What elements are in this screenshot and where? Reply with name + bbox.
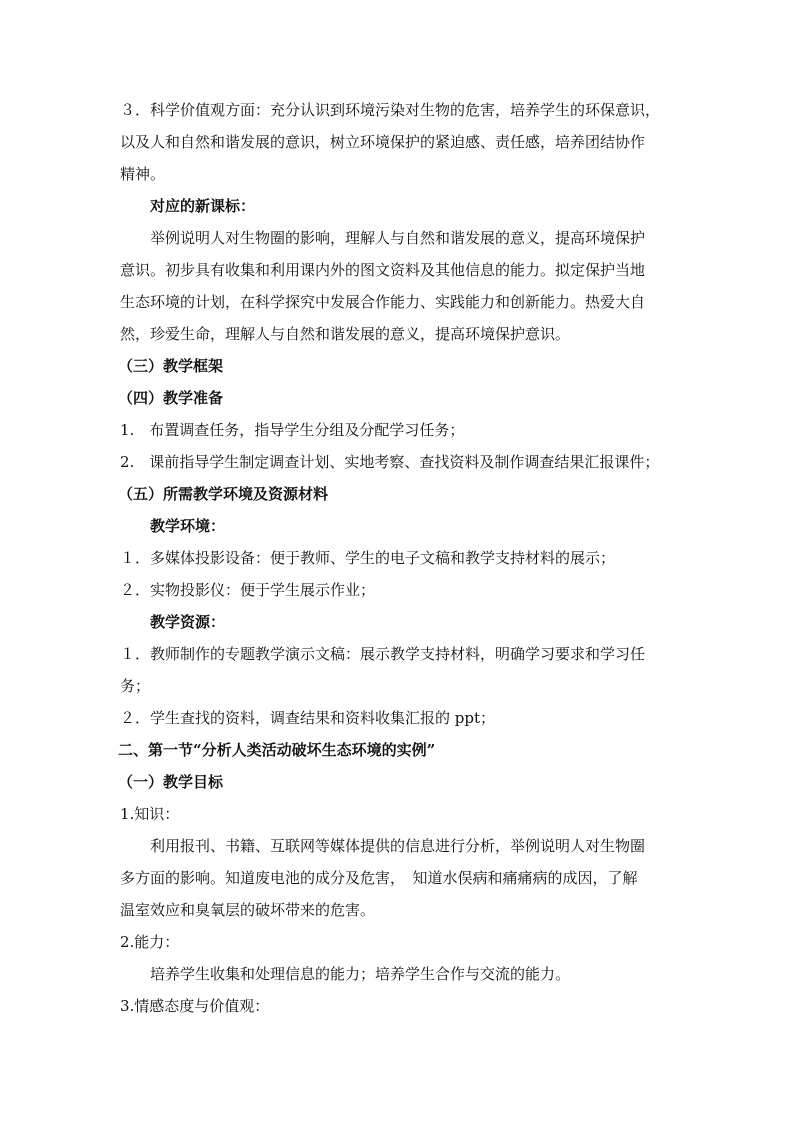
section-heading: （五）所需教学环境及资源材料 (118, 485, 329, 503)
paragraph-line: 精神。 (120, 165, 166, 183)
paragraph-line: 然，珍爱生命，理解人与自然和谐发展的意义，提高环境保护意识。 (120, 325, 571, 343)
paragraph-line: 多方面的影响。知道废电池的成分及危害， 知道水俣病和痛痛病的成因，了解 (120, 869, 638, 887)
list-item: ２．学生查找的资料，调查结果和资料收集汇报的 ppt； (120, 709, 496, 727)
list-item-continuation: 务； (120, 677, 151, 695)
paragraph-line: ３．科学价值观方面：充分认识到环境污染对生物的危害，培养学生的环保意识， (120, 101, 661, 119)
paragraph-line: 培养学生收集和处理信息的能力；培养学生合作与交流的能力。 (150, 965, 571, 983)
list-item: 1. 布置调查任务，指导学生分组及分配学习任务； (120, 421, 465, 439)
paragraph-line: 以及人和自然和谐发展的意识，树立环境保护的紧迫感、责任感，培养团结协作 (120, 133, 646, 151)
section-heading: （三）教学框架 (118, 357, 224, 375)
subheading: 教学资源： (150, 613, 226, 631)
section-heading: （一）教学目标 (118, 773, 224, 791)
section-heading: （四）教学准备 (118, 389, 224, 407)
paragraph-line: 举例说明人对生物圈的影响，理解人与自然和谐发展的意义，提高环境保护 (150, 229, 646, 247)
paragraph-line: 意识。初步具有收集和利用课内外的图文资料及其他信息的能力。拟定保护当地 (120, 261, 646, 279)
subheading: 对应的新课标： (150, 197, 256, 215)
numbered-label: 2.能力： (120, 933, 180, 951)
numbered-label: 1.知识： (120, 805, 180, 823)
list-item: １．教师制作的专题教学演示文稿：展示教学支持材料，明确学习要求和学习任 (120, 645, 646, 663)
section-heading: 二、第一节“分析人类活动破坏生态环境的实例” (118, 741, 436, 759)
list-item: ２．实物投影仪：便于学生展示作业； (120, 581, 376, 599)
subheading: 教学环境： (150, 517, 226, 535)
numbered-label: 3.情感态度与价值观： (120, 997, 270, 1015)
paragraph-line: 利用报刊、书籍、互联网等媒体提供的信息进行分析，举例说明人对生物圈 (150, 837, 646, 855)
list-item: １．多媒体投影设备：便于教师、学生的电子文稿和教学支持材料的展示； (120, 549, 616, 567)
paragraph-line: 温室效应和臭氧层的破坏带来的危害。 (120, 901, 376, 919)
paragraph-line: 生态环境的计划，在科学探究中发展合作能力、实践能力和创新能力。热爱大自 (120, 293, 646, 311)
list-item: 2. 课前指导学生制定调查计划、实地考察、查找资料及制作调查结果汇报课件； (120, 453, 660, 471)
